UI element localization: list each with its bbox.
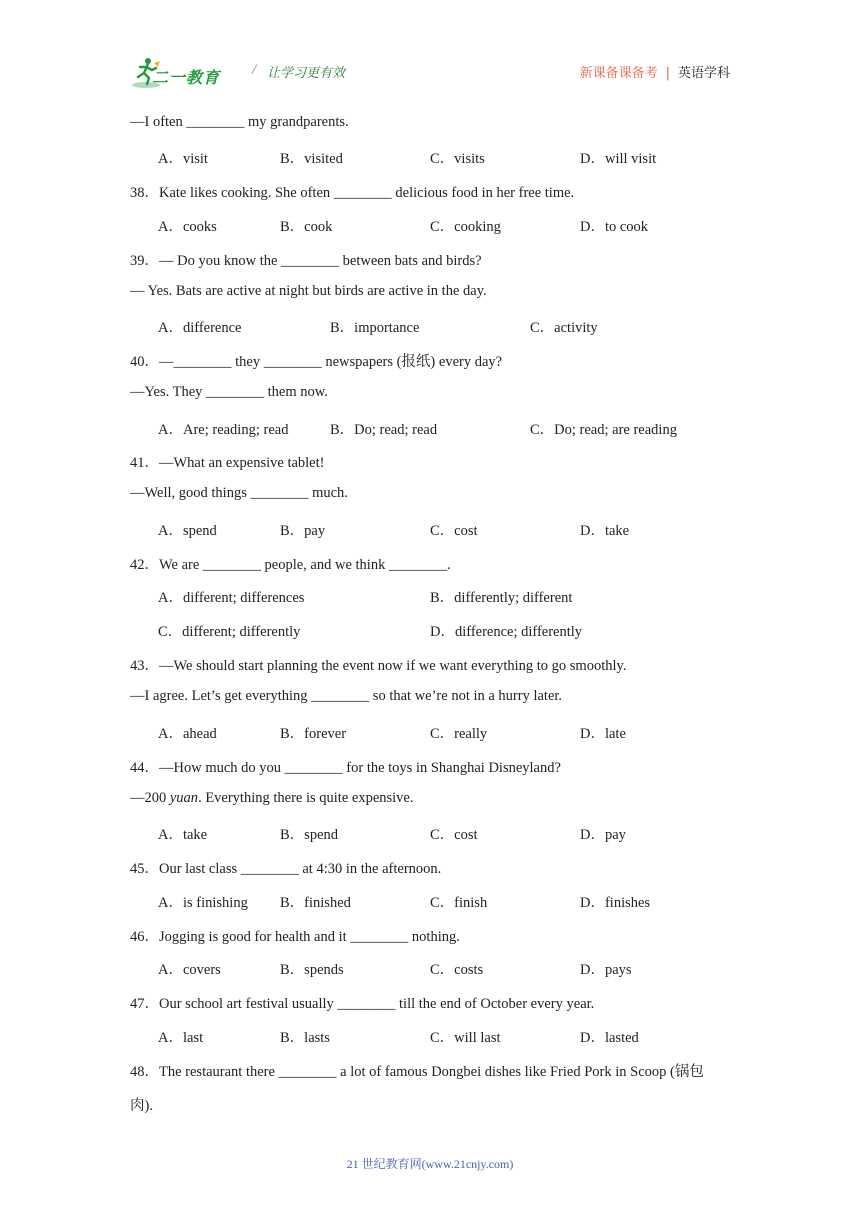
q43-option-b: B．forever [280,726,347,742]
q43-stem: 43．—We should start planning the event now if we want everything to go smoothly. [130,658,627,674]
q40-line2: —Yes. They ________ them now. [130,384,328,400]
q44-option-d: D．pay [580,827,626,843]
q37-line2: —I often ________ my grandparents. [130,114,349,130]
q48-stem: 48．The restaurant there ________ a lot of famous Dongbei dishes like Fried Pork in Scoop (锅包 [130,1064,704,1080]
q42-option-c: C．different; differently [158,624,301,640]
q41-option-a: A．spend [158,523,217,539]
q46-option-a: A．covers [158,962,221,978]
q37-option-d: D．will visit [580,151,657,167]
header-subject: 英语学科 [677,66,730,81]
q42-stem: 42．We are ________ people, and we think ________. [130,557,451,573]
q47-option-a: A．last [158,1030,204,1046]
q39-option-b: B．importance [330,320,420,336]
q38-option-a: A．cooks [158,219,217,235]
header-separator: | [665,66,670,81]
slogan: 让学习更有效 [267,66,346,81]
header-course-label: 新课备课备考 [579,66,658,81]
q41-option-b: B．pay [280,523,326,539]
q44-stem: 44．—How much do you ________ for the toys in Shanghai Disneyland? [130,760,561,776]
q42-option-d: D．difference; differently [430,624,583,640]
q44-option-c: C．cost [430,827,478,843]
q42-option-a: A．different; differences [158,590,305,606]
q39-option-c: C．activity [530,320,598,336]
q47-option-b: B．lasts [280,1030,330,1046]
header-right [580,62,730,81]
q44-line2 [130,790,414,807]
q41-option-d: D．take [580,523,630,539]
q44-line2-currency: yuan [169,790,199,806]
q45-option-a: A．is finishing [158,895,248,911]
q46-option-b: B．spends [280,962,344,978]
page-footer: 21 世纪教育网(www.21cnjy.com) [346,1157,514,1171]
q44-line2-suffix: . Everything there is quite expensive. [198,790,414,806]
q39-line2: — Yes. Bats are active at night but birds are active in the day. [130,283,487,299]
q44-option-b: B．spend [280,827,338,843]
q40-option-a: A．Are; reading; read [158,422,289,438]
q37-option-c: C．visits [430,151,485,167]
slogan-separator: / [252,62,257,78]
q39-option-a: A．difference [158,320,242,336]
q45-option-c: C．finish [430,895,488,911]
q37-option-a: A．visit [158,151,208,167]
q44-line2-prefix: —200 [130,790,170,806]
q41-line2: —Well, good things ________ much. [130,485,348,501]
q43-option-d: D．late [580,726,626,742]
q48-line2: 肉). [130,1098,153,1114]
q47-option-d: D．lasted [580,1030,639,1046]
q37-option-b: B．visited [280,151,343,167]
q42-option-b: B．differently; different [430,590,573,606]
q47-option-c: C．will last [430,1030,501,1046]
q38-stem: 38．Kate likes cooking. She often ________ delicious food in her free time. [130,185,575,201]
q45-option-b: B．finished [280,895,351,911]
page-header [130,55,730,95]
q45-stem: 45．Our last class ________ at 4:30 in the afternoon. [130,861,442,877]
q41-stem: 41．—What an expensive tablet! [130,455,325,471]
q38-option-d: D．to cook [580,219,649,235]
logo-text: 二一教育 [152,68,221,87]
q40-option-c: C．Do; read; are reading [530,422,677,438]
q46-stem: 46．Jogging is good for health and it ________ nothing. [130,929,460,945]
q45-option-d: D．finishes [580,895,651,911]
q44-option-a: A．take [158,827,208,843]
q43-line2: —I agree. Let’s get everything ________ so that we’re not in a hurry later. [130,688,563,704]
q43-option-c: C．really [430,726,488,742]
q46-option-d: D．pays [580,962,632,978]
q47-stem: 47．Our school art festival usually ________ till the end of October every year. [130,996,595,1012]
q40-option-b: B．Do; read; read [330,422,438,438]
q40-stem: 40．—________ they ________ newspapers (报纸) every day? [130,354,503,370]
q46-option-c: C．costs [430,962,484,978]
q38-option-b: B．cook [280,219,333,235]
q43-option-a: A．ahead [158,726,217,742]
q39-stem: 39．— Do you know the ________ between bats and birds? [130,253,482,269]
q41-option-c: C．cost [430,523,478,539]
q38-option-c: C．cooking [430,219,501,235]
